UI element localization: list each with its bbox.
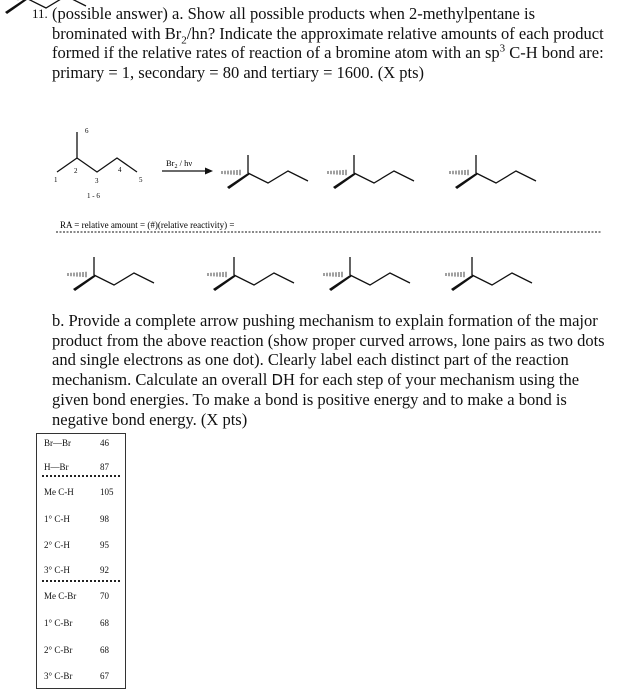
bond-row-tertiary-cbr [37, 667, 125, 687]
bond-value: 95 [100, 540, 109, 550]
bond-value: 67 [100, 671, 109, 681]
methylpentane-skeleton [57, 132, 137, 172]
sp3-superscript: 3 [499, 42, 506, 55]
reagent-label: $Br_2$ / hν [166, 158, 193, 170]
bond-name: Br—Br [44, 438, 71, 448]
bond-value: 87 [100, 462, 109, 472]
part-b-text-1: b. Provide a complete arrow pushing mechanism to explain formation of the major product from the above reaction (show proper curved arrows, lone pairs as two dots and single electrons as one dot). Clearly label each distinct part of the reaction mechanism. Calculate an overall [52, 311, 605, 389]
br2-subscript: 2 [181, 33, 187, 46]
bond-row-secondary-ch [37, 536, 125, 556]
bond-value: 98 [100, 514, 109, 524]
bond-value: 70 [100, 591, 109, 601]
bond-value: 105 [100, 487, 114, 497]
question-number: 11. [32, 6, 48, 21]
table-dotted-separator [42, 580, 120, 582]
bond-row-secondary-cbr [37, 641, 125, 661]
bond-value: 92 [100, 565, 109, 575]
product-structure-template [0, 0, 86, 14]
bond-name: 1° C-H [44, 514, 70, 524]
bond-name: 3° C-Br [44, 671, 73, 681]
bond-name: 2° C-H [44, 540, 70, 550]
product-4 [68, 257, 154, 291]
reaction-scheme [0, 0, 629, 300]
table-dotted-separator [42, 475, 120, 477]
part-a-text-1: (possible answer) a. Show all possible products when 2-methylpentane is brominated with Br [52, 4, 535, 43]
product-1 [222, 155, 308, 189]
bond-row-primary-cbr [37, 614, 125, 634]
bond-row-tertiary-ch [37, 561, 125, 581]
carbon-label-2: 2 [74, 167, 78, 175]
bond-row-me-cbr [37, 587, 125, 607]
delta-symbol: D [271, 370, 284, 389]
product-2 [328, 155, 414, 189]
relative-amount-formula: RA = relative amount = (#)(relative reactivity) = [60, 220, 235, 230]
bond-name: H—Br [44, 462, 69, 472]
bond-name: 1° C-Br [44, 618, 73, 628]
bond-energy-table [36, 433, 126, 689]
bond-row-br-br [37, 434, 125, 454]
product-7 [446, 257, 532, 291]
bond-row-primary-ch [37, 510, 125, 530]
carbon-label-4: 4 [118, 166, 122, 174]
product-5 [208, 257, 294, 291]
carbon-chain [26, 0, 86, 8]
bond-value: 68 [100, 645, 109, 655]
bond-name: 3° C-H [44, 565, 70, 575]
bond-value: 46 [100, 438, 109, 448]
part-a-text-2: /hn? Indicate the approximate relative amounts of each product formed if the relative rates of reaction of a bromine atom with an sp [52, 23, 604, 62]
carbon-label-6: 6 [85, 127, 89, 135]
part-b-text-2: H for each step of your mechanism using the given bond energies. To make a bond is positive energy and to make a bond is negative bond energy. (X pts) [52, 369, 580, 429]
part-a-text-3: C-H bond are: primary = 1, secondary = 80 and tertiary = 1600. (X pts) [52, 43, 604, 82]
bond-name: Me C-H [44, 487, 74, 497]
bond-row-me-ch [37, 483, 125, 503]
product-3 [450, 155, 536, 189]
reaction-arrow [162, 168, 213, 175]
bond-name: 2° C-Br [44, 645, 73, 655]
bold-wedge [5, 0, 28, 14]
bond-value: 68 [100, 618, 109, 628]
part-b-text [52, 311, 612, 429]
carbon-label-1: 1 [54, 176, 58, 184]
bond-name: Me C-Br [44, 591, 77, 601]
carbon-label-3: 3 [95, 177, 99, 185]
carbon-range-label: 1 - 6 [87, 192, 100, 200]
carbon-label-5: 5 [139, 176, 143, 184]
product-6 [324, 257, 410, 291]
